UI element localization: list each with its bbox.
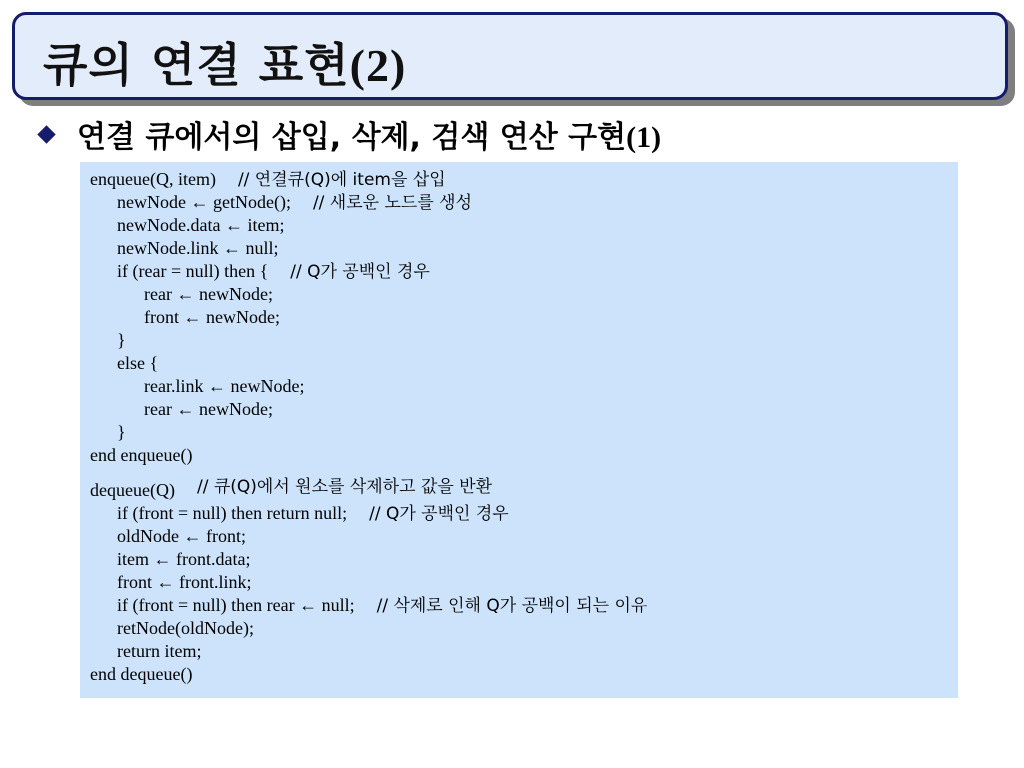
code-text: dequeue(Q) (90, 480, 175, 500)
dequeue-block (90, 479, 958, 686)
enqueue-code-line (90, 260, 958, 283)
code-text: if (front = null) then rear ← null; (117, 595, 355, 615)
code-comment: // 연결큐(Q)에 item을 삽입 (237, 170, 446, 190)
code-comment: // Q가 공백인 경우 (369, 504, 509, 524)
code-text: newNode.data ← item; (117, 215, 285, 235)
enqueue-code-line (90, 214, 958, 237)
code-text: end dequeue() (90, 664, 193, 684)
enqueue-code-line (90, 375, 958, 398)
dequeue-code-line (90, 525, 958, 548)
bullet-text-number: (1) (626, 121, 662, 154)
code-text: rear ← newNode; (144, 284, 273, 304)
enqueue-block (90, 168, 958, 467)
code-text: } (117, 330, 126, 350)
code-text: newNode ← getNode(); (117, 192, 291, 212)
dequeue-code-line (90, 640, 958, 663)
code-text: rear ← newNode; (144, 399, 273, 419)
code-text: retNode(oldNode); (117, 618, 254, 638)
enqueue-code-line (90, 237, 958, 260)
title-box (12, 12, 1008, 100)
code-text: enqueue(Q, item) (90, 169, 216, 189)
slide-title-main: 큐의 연결 표현 (43, 38, 350, 92)
dequeue-code-line (90, 663, 958, 686)
enqueue-code-line (90, 444, 958, 467)
code-text: } (117, 422, 126, 442)
bullet-text-main: 연결 큐에서의 삽입, 삭제, 검색 연산 구현 (77, 120, 627, 155)
code-comment: // Q가 공백인 경우 (290, 262, 430, 282)
dequeue-code-line (90, 594, 958, 617)
code-text: front ← front.link; (117, 572, 252, 592)
enqueue-code-line (90, 421, 958, 444)
code-text: if (rear = null) then { (117, 261, 269, 281)
slide-title-number: (2) (349, 40, 407, 91)
enqueue-code-line (90, 191, 958, 214)
code-text: newNode.link ← null; (117, 238, 279, 258)
enqueue-code-line (90, 398, 958, 421)
dequeue-code-line (90, 502, 958, 525)
code-text: else { (117, 353, 159, 373)
dequeue-code-line (90, 548, 958, 571)
enqueue-code-line (90, 329, 958, 352)
slide-title (43, 29, 406, 95)
code-comment: // 큐(Q)에서 원소를 삭제하고 값을 반환 (196, 477, 492, 497)
bullet-text (77, 112, 661, 156)
code-text: item ← front.data; (117, 549, 251, 569)
code-text: oldNode ← front; (117, 526, 246, 546)
code-text: if (front = null) then return null; (117, 503, 348, 523)
enqueue-code-line (90, 306, 958, 329)
enqueue-code-line (90, 168, 958, 191)
code-comment: // 삭제로 인해 Q가 공백이 되는 이유 (376, 596, 648, 616)
code-text: rear.link ← newNode; (144, 376, 305, 396)
dequeue-code-line (90, 617, 958, 640)
dequeue-code-line (90, 571, 958, 594)
bullet-row (40, 114, 661, 154)
diamond-bullet-icon (37, 125, 55, 143)
enqueue-code-line (90, 283, 958, 306)
code-text: end enqueue() (90, 445, 193, 465)
code-text: front ← newNode; (144, 307, 280, 327)
code-comment: // 새로운 노드를 생성 (312, 193, 472, 213)
dequeue-code-line (90, 479, 958, 502)
code-text: return item; (117, 641, 202, 661)
code-box (80, 162, 958, 698)
enqueue-code-line (90, 352, 958, 375)
